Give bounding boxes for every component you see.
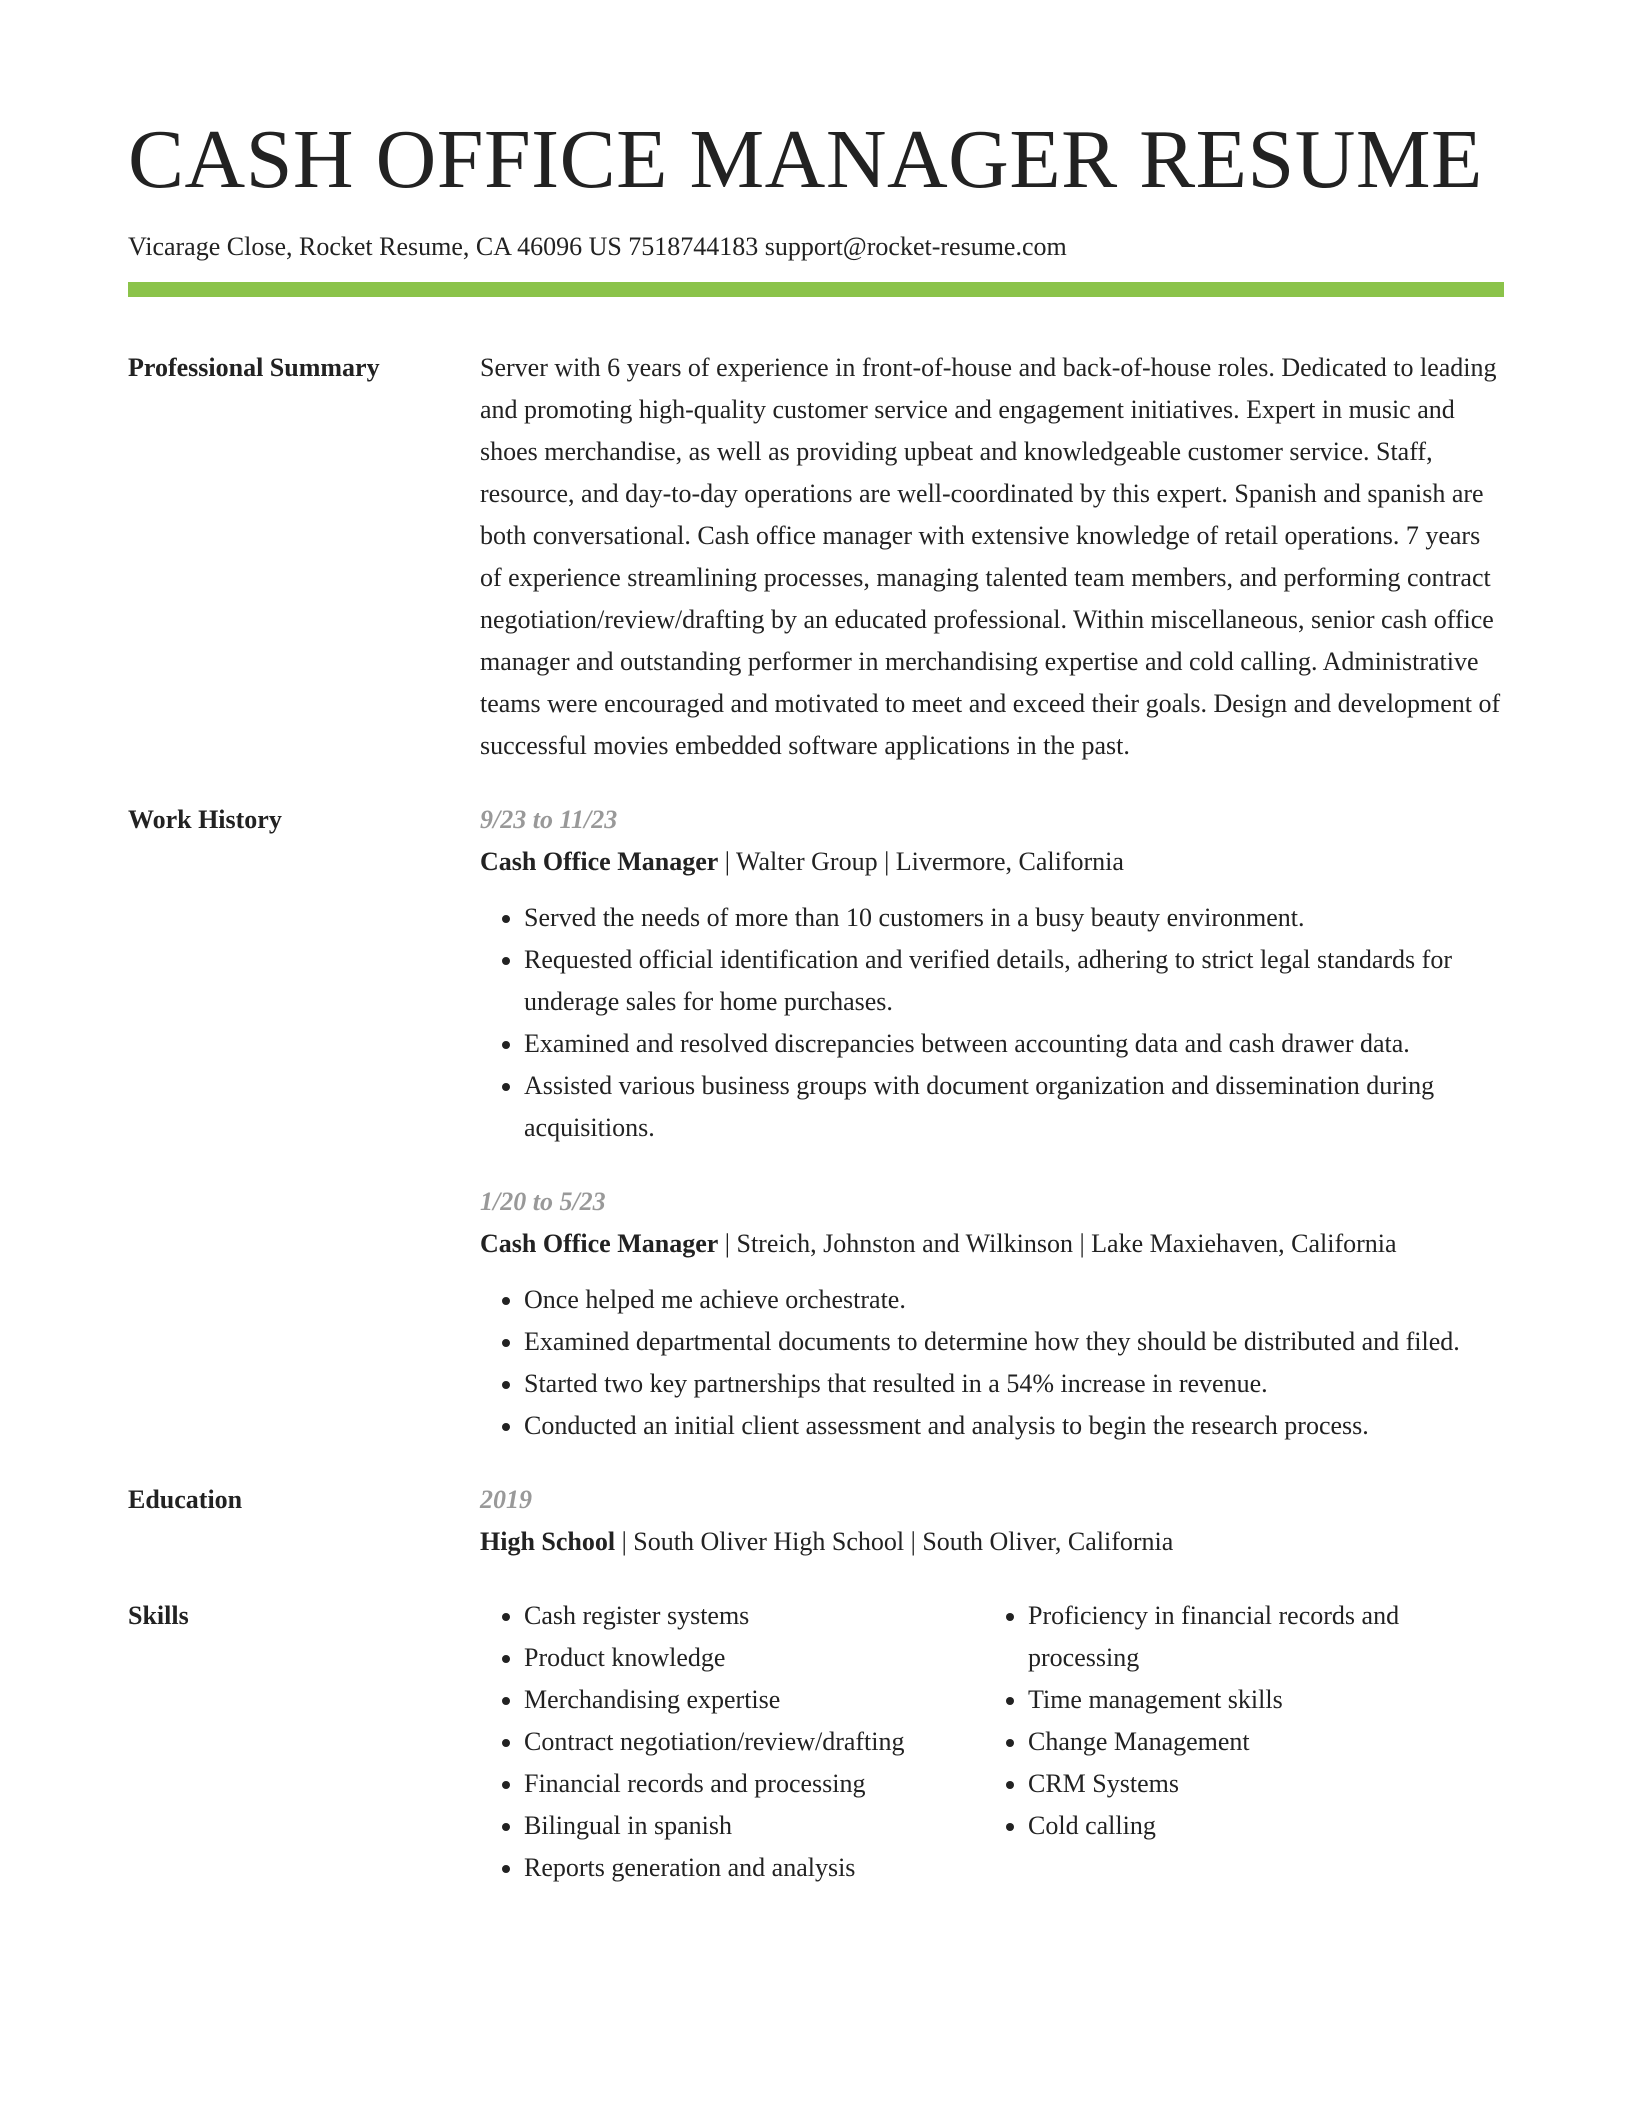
job-title: Cash Office Manager (480, 1228, 719, 1258)
job-duty: • Requested official identification and verified details, adhering to strict legal standards for underage sales for home purchases. (524, 939, 1504, 1023)
job-duty: • Served the needs of more than 10 customers in a busy beauty environment. (524, 897, 1504, 939)
job-entry (480, 1181, 1504, 1447)
skill-item: • Time management skills (1028, 1679, 1504, 1721)
job-title: Cash Office Manager (480, 846, 719, 876)
skills-body (480, 1595, 1504, 1889)
skill-item: • Product knowledge (524, 1637, 984, 1679)
job-role-line (480, 841, 1504, 883)
skills-section (128, 1595, 1504, 1889)
job-duty: • Conducted an initial client assessment and analysis to begin the research process. (524, 1405, 1504, 1447)
skill-item: • Cold calling (1028, 1805, 1504, 1847)
skills-list-left (480, 1595, 984, 1889)
job-date: 1/20 to 5/23 (480, 1186, 606, 1216)
skill-item: • Financial records and processing (524, 1763, 984, 1805)
job-duty: • Started two key partnerships that resulted in a 54% increase in revenue. (524, 1363, 1504, 1405)
summary-section (128, 347, 1504, 767)
header-divider (128, 282, 1504, 297)
skill-item: • Change Management (1028, 1721, 1504, 1763)
job-duties (480, 897, 1504, 1149)
job-duty: • Assisted various business groups with document organization and dissemination during acquisitions. (524, 1065, 1504, 1149)
job-employer: | Walter Group | Livermore, California (718, 846, 1124, 876)
contact-info: Vicarage Close, Rocket Resume, CA 46096 US 7518744183 support@rocket-resume.com (128, 232, 1067, 261)
skill-item: • Merchandising expertise (524, 1679, 984, 1721)
job-duty: • Examined and resolved discrepancies between accounting data and cash drawer data. (524, 1023, 1504, 1065)
skills-list-right (984, 1595, 1504, 1889)
skills-heading: Skills (128, 1600, 189, 1630)
skill-item: • Contract negotiation/review/drafting (524, 1721, 984, 1763)
job-duties (480, 1279, 1504, 1447)
skill-item: • Cash register systems (524, 1595, 984, 1637)
skill-item: • CRM Systems (1028, 1763, 1504, 1805)
education-heading: Education (128, 1484, 243, 1514)
skills-columns (480, 1595, 1504, 1889)
job-employer: | Streich, Johnston and Wilkinson | Lake Maxiehaven, California (718, 1228, 1397, 1258)
job-entry (480, 799, 1504, 1149)
work-history-body (480, 799, 1504, 1447)
skill-item: • Reports generation and analysis (524, 1847, 984, 1889)
skill-item: • Bilingual in spanish (524, 1805, 984, 1847)
resume-title: CASH OFFICE MANAGER RESUME (128, 113, 1483, 206)
education-line (480, 1521, 1504, 1563)
education-degree: High School (480, 1526, 616, 1556)
education-body (480, 1479, 1504, 1563)
summary-text: Server with 6 years of experience in front-of-house and back-of-house roles. Dedicated to leading and promoting high-quality customer service and engagement initiatives. Expert in music and shoes merchandise, as well as providing upbeat and knowledgeable customer service. Staff, resource, and day-to-day operations are well-coordinated by this expert. Spanish and spanish are both conversational. Cash office manager with extensive knowledge of retail operations. 7 years of experience streamlining processes, managing talented team members, and performing contract negotiation/review/drafting by an educated professional. Within miscellaneous, senior cash office manager and outstanding performer in merchandising expertise and cold calling. Administrative teams were encouraged and motivated to meet and exceed their goals. Design and development of successful movies embedded software applications in the past. (480, 352, 1501, 760)
education-section (128, 1479, 1504, 1563)
job-date: 9/23 to 11/23 (480, 804, 618, 834)
summary-heading: Professional Summary (128, 352, 380, 382)
job-duty: • Examined departmental documents to determine how they should be distributed and filed. (524, 1321, 1504, 1363)
job-duty: • Once helped me achieve orchestrate. (524, 1279, 1504, 1321)
skill-item: • Proficiency in financial records and processing (1028, 1595, 1504, 1679)
work-history-section (128, 799, 1504, 1447)
education-date: 2019 (480, 1484, 532, 1514)
education-school: | South Oliver High School | South Oliver, California (615, 1526, 1174, 1556)
work-history-heading: Work History (128, 804, 282, 834)
job-role-line (480, 1223, 1504, 1265)
